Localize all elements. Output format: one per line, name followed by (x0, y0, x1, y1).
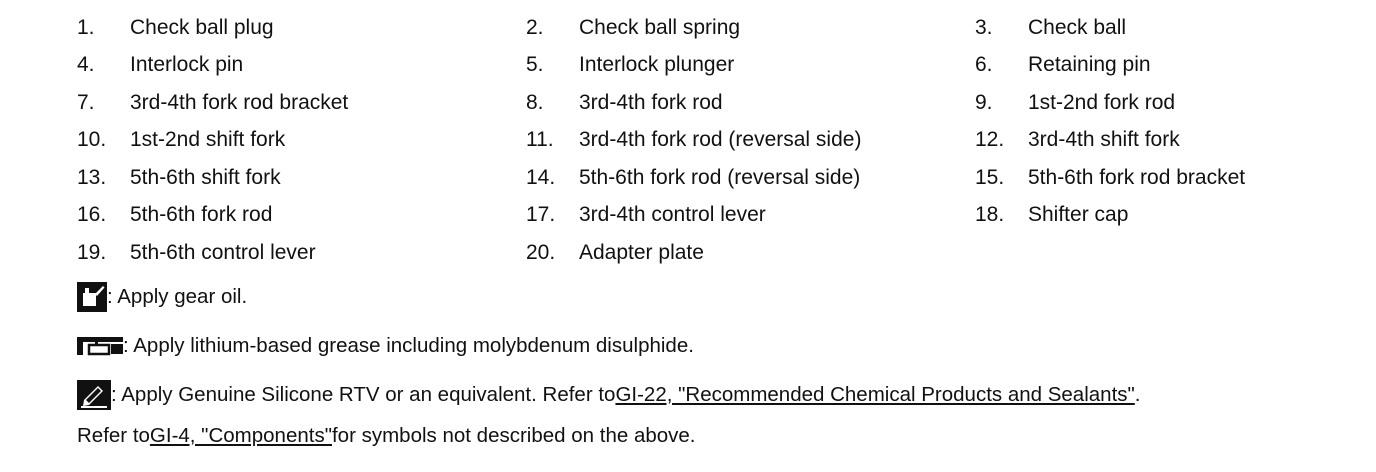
legend-item (77, 197, 526, 235)
legend-label: Shifter cap (1028, 203, 1129, 227)
legend-item (526, 197, 975, 235)
legend-label: 5th-6th fork rod (reversal side) (579, 165, 861, 189)
rtv-text: : Apply Genuine Silicone RTV or an equivalent. Refer to (111, 383, 616, 406)
legend-label: Check ball (1028, 15, 1127, 39)
legend-label: 1st-2nd fork rod (1028, 90, 1176, 114)
legend-number: 2. (526, 15, 544, 39)
legend-label: 5th-6th fork rod bracket (1028, 165, 1246, 189)
parts-legend (77, 9, 1275, 272)
legend-number: 7. (77, 90, 95, 114)
oil-can-icon (77, 282, 107, 312)
legend-number: 15. (975, 165, 1005, 189)
legend-number: 19. (77, 240, 107, 264)
legend-label: Check ball plug (130, 15, 274, 39)
gear-oil-text: : Apply gear oil. (107, 285, 248, 308)
reference-note (77, 424, 696, 448)
rtv-sealant-note (77, 380, 1141, 410)
legend-label: 5th-6th fork rod (130, 203, 273, 227)
legend-item (526, 159, 975, 197)
legend-label: 5th-6th shift fork (130, 165, 281, 189)
legend-number: 14. (526, 165, 556, 189)
legend-label: 3rd-4th fork rod (579, 90, 723, 114)
legend-label: Retaining pin (1028, 53, 1151, 77)
legend-number: 13. (77, 165, 107, 189)
legend-item (526, 9, 975, 47)
legend-item (77, 84, 526, 122)
legend-number: 20. (526, 240, 556, 264)
legend-number: 11. (526, 128, 554, 152)
legend-label: 5th-6th control lever (130, 240, 316, 264)
legend-label: 1st-2nd shift fork (130, 128, 286, 152)
reference-text-end: for symbols not described on the above. (331, 424, 696, 447)
reference-text: Refer to (77, 424, 150, 447)
gi-22-link[interactable]: GI-22, "Recommended Chemical Products and Sealants" (615, 383, 1135, 406)
legend-label: Interlock plunger (579, 53, 735, 77)
legend-item (77, 234, 526, 272)
legend-item (975, 159, 1275, 197)
sealant-pencil-icon (77, 380, 111, 410)
legend-item (975, 47, 1275, 85)
legend-item (975, 84, 1275, 122)
legend-item (526, 122, 975, 160)
legend-number: 3. (975, 15, 993, 39)
legend-label: 3rd-4th control lever (579, 203, 766, 227)
legend-number: 8. (526, 90, 544, 114)
legend-item (526, 84, 975, 122)
legend-number: 5. (526, 53, 544, 77)
grease-gun-icon (77, 335, 123, 357)
legend-item (975, 9, 1275, 47)
legend-label: Interlock pin (130, 53, 244, 77)
legend-number: 9. (975, 90, 993, 114)
legend-item (77, 9, 526, 47)
gi-4-link[interactable]: GI-4, "Components" (149, 424, 332, 447)
legend-item (526, 47, 975, 85)
legend-number: 12. (975, 128, 1005, 152)
legend-item (77, 159, 526, 197)
gear-oil-note (77, 282, 247, 312)
rtv-text-end: . (1134, 383, 1141, 406)
legend-item (77, 47, 526, 85)
legend-label: 3rd-4th fork rod (reversal side) (579, 128, 862, 152)
legend-item (975, 197, 1275, 235)
legend-item (975, 122, 1275, 160)
legend-item (526, 234, 975, 272)
legend-number: 1. (77, 15, 95, 39)
legend-label: 3rd-4th fork rod bracket (130, 90, 349, 114)
legend-number: 18. (975, 203, 1005, 227)
legend-number: 6. (975, 53, 993, 77)
legend-number: 4. (77, 53, 95, 77)
legend-number: 17. (526, 203, 556, 227)
legend-number: 10. (77, 128, 107, 152)
legend-label: 3rd-4th shift fork (1028, 128, 1180, 152)
grease-note (77, 334, 694, 358)
legend-label: Adapter plate (579, 240, 704, 264)
legend-number: 16. (77, 203, 107, 227)
legend-label: Check ball spring (579, 15, 741, 39)
grease-text: : Apply lithium-based grease including molybdenum disulphide. (123, 334, 694, 357)
legend-item (77, 122, 526, 160)
